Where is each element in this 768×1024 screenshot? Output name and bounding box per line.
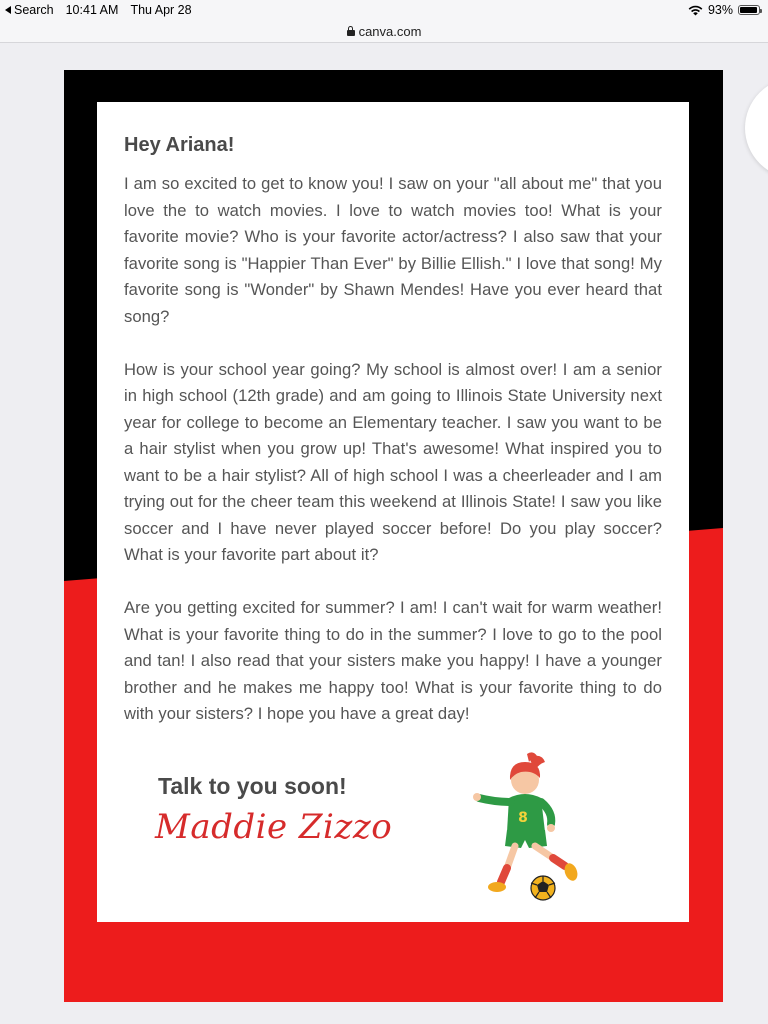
wifi-icon — [688, 5, 703, 16]
address-bar[interactable] — [0, 20, 768, 43]
back-app-label: Search — [14, 3, 54, 17]
letter-body[interactable] — [124, 171, 662, 754]
status-right — [688, 3, 760, 17]
battery-cap — [760, 9, 762, 13]
url-text[interactable]: canva.com — [358, 23, 422, 39]
letter-paragraph-2[interactable]: How is your school year going? My school is almost over! I am a senior in high school (12th grade) and am going to Illinois State University next year for college to become an Elementary teacher. I saw you want to be a hair stylist when you grow up! That's awesome! What inspired you to want to be a hair stylist? All of high school I was a cheerleader and I am trying out for the cheer team this weekend at Illinois State! I saw you like soccer and I have never played soccer before! Do you play soccer? What is your favorite part about it? — [124, 359, 662, 564]
back-to-app-button[interactable] — [5, 3, 54, 17]
letter-paragraph-1[interactable]: I am so excited to get to know you! I saw on your "all about me" that you love the to watch movies. I love to watch movies too! What is your favorite movie? Who is your favorite actor/actress? I also saw that your favorite song is "Happier Than Ever" by Billie Ellish." I love that song! My favorite song is "Wonder" by Shawn Mendes! Have you ever heard that song? — [124, 174, 662, 326]
soccer-player-illustration[interactable] — [467, 750, 587, 910]
back-arrow-icon — [5, 6, 11, 14]
status-bar — [0, 0, 768, 20]
battery-percent: 93% — [707, 3, 733, 17]
letter-paragraph-3[interactable]: Are you getting excited for summer? I am! I can't wait for warm weather! What is your favorite thing to do in the summer? I love to go to the pool and tan! I also read that your sisters make you happy! I have a younger brother and he makes me happy too! What is your favorite thing to do with your sisters? I hope you have a great day! — [124, 598, 662, 723]
jersey-number: 8 — [518, 810, 528, 826]
side-panel-button[interactable] — [745, 78, 768, 178]
status-time: 10:41 AM — [65, 3, 119, 17]
battery-level-fill — [740, 7, 757, 13]
letter-signature[interactable]: Maddie Zizzo — [155, 807, 393, 847]
status-left — [5, 3, 192, 17]
battery-icon — [738, 5, 760, 15]
letter-closing[interactable]: Talk to you soon! — [158, 773, 347, 799]
status-date: Thu Apr 28 — [130, 3, 192, 17]
letter-design-card[interactable] — [64, 70, 723, 1002]
lock-icon — [347, 26, 355, 36]
letter-paper[interactable] — [97, 102, 689, 922]
letter-greeting[interactable]: Hey Ariana! — [124, 134, 235, 156]
